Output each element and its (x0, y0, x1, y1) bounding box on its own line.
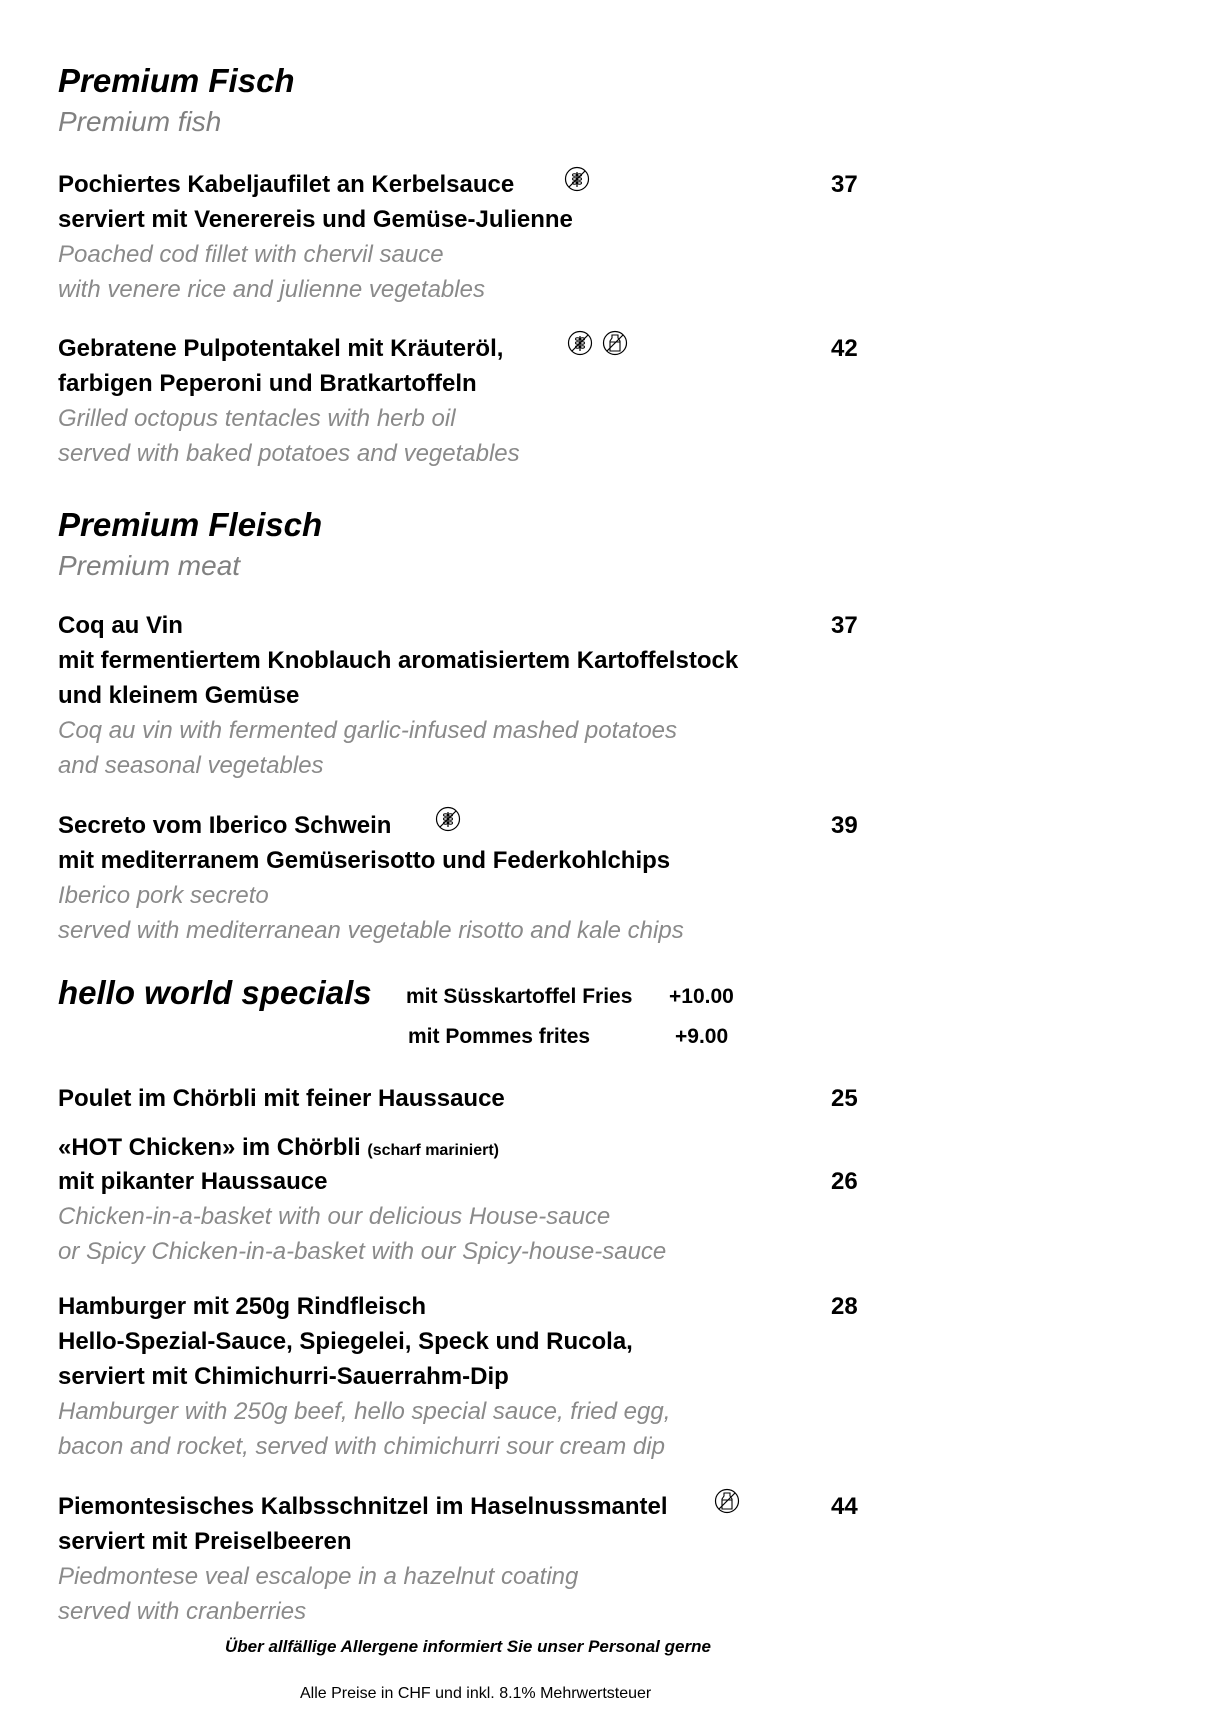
item-veal-name: Piemontesisches Kalbsschnitzel im Haselnussmantel (58, 1493, 668, 1520)
item-burger-price: 28 (831, 1293, 858, 1320)
section-title-specials: hello world specials (58, 974, 372, 1011)
item-veal-description: serviert mit Preiselbeeren (58, 1528, 352, 1555)
section-subtitle-fish: Premium fish (58, 106, 222, 137)
item-hot-chicken-note: (scharf mariniert) (367, 1142, 499, 1159)
item-burger-description-1: Hello-Spezial-Sauce, Spiegelei, Speck und Rucola, (58, 1328, 633, 1355)
item-secreto-price: 39 (831, 812, 858, 839)
item-hot-chicken-name (58, 1134, 499, 1162)
item-cod-description: serviert mit Venerereis und Gemüse-Julienne (58, 206, 573, 233)
lactose-free-icon (602, 330, 628, 356)
item-octopus-description: farbigen Peperoni und Bratkartoffeln (58, 370, 477, 397)
item-burger-name: Hamburger mit 250g Rindfleisch (58, 1293, 427, 1320)
item-coq-english-1: Coq au vin with fermented garlic-infused mashed potatoes (58, 717, 678, 744)
item-coq-english-2: and seasonal vegetables (58, 752, 324, 779)
item-secreto-english-1: Iberico pork secreto (58, 882, 269, 909)
item-secreto-name: Secreto vom Iberico Schwein (58, 812, 392, 839)
item-secreto-description: mit mediterranem Gemüserisotto und Federkohlchips (58, 847, 671, 874)
item-burger-english-1: Hamburger with 250g beef, hello special sauce, fried egg, (58, 1398, 671, 1425)
section-title-meat: Premium Fleisch (58, 506, 323, 543)
item-coq-description-1: mit fermentiertem Knoblauch aromatisiertem Kartoffelstock (58, 647, 739, 674)
item-hot-chicken-title: «HOT Chicken» im Chörbli (58, 1134, 361, 1161)
item-coq-name: Coq au Vin (58, 612, 183, 639)
item-hot-chicken-description: mit pikanter Haussauce (58, 1168, 328, 1195)
section-title-fish: Premium Fisch (58, 62, 295, 99)
item-veal-english-2: served with cranberries (58, 1598, 307, 1625)
item-veal-price: 44 (831, 1493, 858, 1520)
item-hot-chicken-english-2: or Spicy Chicken-in-a-basket with our Spicy-house-sauce (58, 1238, 667, 1265)
item-hot-chicken-price: 26 (831, 1168, 858, 1195)
side-pommes-frites: mit Pommes frites (408, 1025, 591, 1048)
allergen-notice: Über allfällige Allergene informiert Sie unser Personal gerne (225, 1637, 711, 1656)
section-subtitle-meat: Premium meat (58, 550, 241, 581)
item-poulet-name: Poulet im Chörbli mit feiner Haussauce (58, 1085, 505, 1112)
side-sweet-potato-fries: mit Süsskartoffel Fries (406, 985, 633, 1008)
item-burger-description-2: serviert mit Chimichurri-Sauerrahm-Dip (58, 1363, 509, 1390)
item-cod-english-2: with venere rice and julienne vegetables (58, 276, 485, 303)
gluten-free-icon (567, 330, 593, 356)
item-burger-english-2: bacon and rocket, served with chimichurri sour cream dip (58, 1433, 665, 1460)
item-secreto-english-2: served with mediterranean vegetable risotto and kale chips (58, 917, 684, 944)
lactose-free-icon (714, 1488, 740, 1514)
item-octopus-english-2: served with baked potatoes and vegetables (58, 440, 520, 467)
item-octopus-name: Gebratene Pulpotentakel mit Kräuteröl, (58, 335, 504, 362)
item-octopus-price: 42 (831, 335, 858, 362)
item-coq-description-2: und kleinem Gemüse (58, 682, 300, 709)
item-poulet-price: 25 (831, 1085, 858, 1112)
side-sweet-potato-fries-price: +10.00 (669, 985, 734, 1008)
item-cod-english-1: Poached cod fillet with chervil sauce (58, 241, 444, 268)
item-hot-chicken-english-1: Chicken-in-a-basket with our delicious House-sauce (58, 1203, 611, 1230)
item-octopus-english-1: Grilled octopus tentacles with herb oil (58, 405, 456, 432)
item-cod-price: 37 (831, 171, 858, 198)
item-coq-price: 37 (831, 612, 858, 639)
gluten-free-icon (564, 166, 590, 192)
item-veal-english-1: Piedmontese veal escalope in a hazelnut coating (58, 1563, 579, 1590)
item-cod-name: Pochiertes Kabeljaufilet an Kerbelsauce (58, 171, 515, 198)
vat-notice: Alle Preise in CHF und inkl. 8.1% Mehrwertsteuer (300, 1685, 652, 1702)
side-pommes-frites-price: +9.00 (675, 1025, 729, 1048)
gluten-free-icon (435, 806, 461, 832)
